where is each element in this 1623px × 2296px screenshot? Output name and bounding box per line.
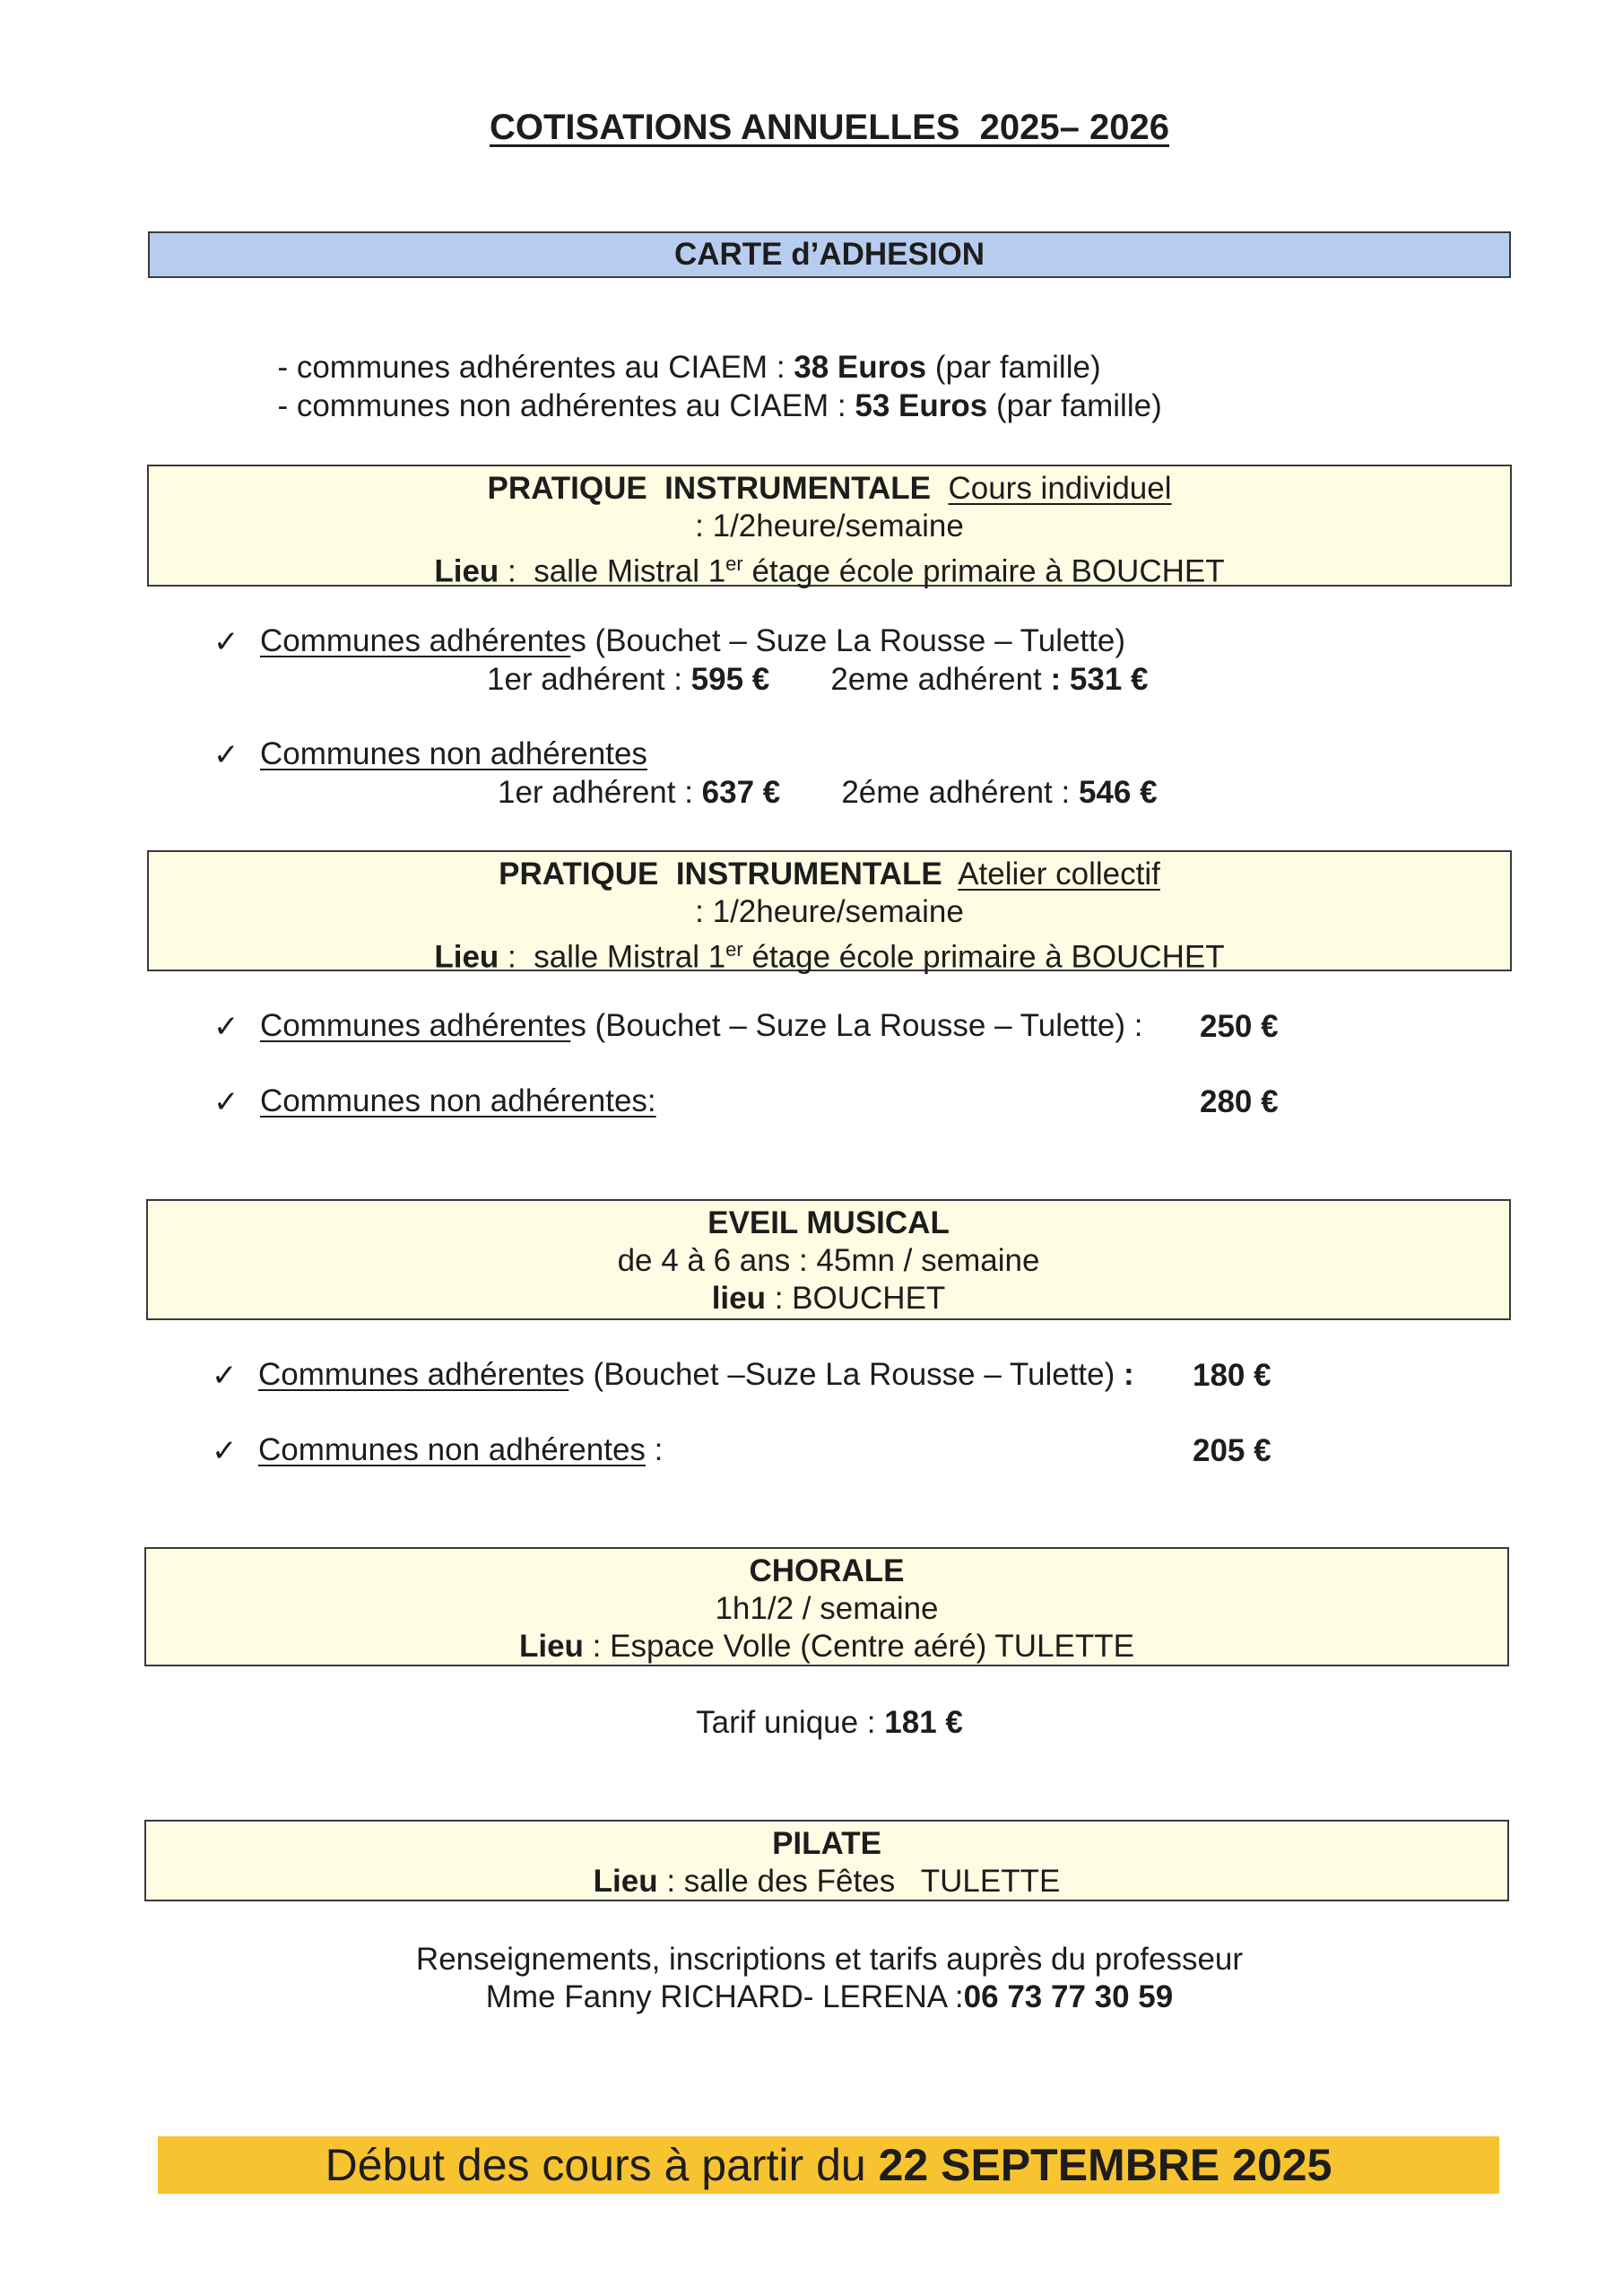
checkmark-icon: ✓ xyxy=(213,737,239,773)
section-lieu: Lieu : salle Mistral 1er étage école primaire à BOUCHET xyxy=(434,938,1225,975)
collectif-non-adherentes-price: 280 € xyxy=(1200,1084,1279,1119)
section-heading: PILATE xyxy=(772,1826,881,1861)
section-atelier-collectif xyxy=(147,850,1512,975)
carte-adhesion-header xyxy=(148,231,1511,278)
section-heading: PRATIQUE INSTRUMENTALE Atelier collectif xyxy=(499,857,1160,891)
section-heading: EVEIL MUSICAL xyxy=(707,1205,950,1240)
collectif-non-adherentes-label: Communes non adhérentes: xyxy=(260,1083,656,1118)
contact-professor: Mme Fanny RICHARD- LERENA :06 73 77 30 59 xyxy=(485,1979,1174,2014)
eveil-adherentes-label: Communes adhérentes (Bouchet –Suze La Rousse – Tulette) : xyxy=(258,1357,1134,1392)
checkmark-icon: ✓ xyxy=(213,1009,239,1045)
carte-line-non-adherentes: - communes non adhérentes au CIAEM : 53 Euros (par famille) xyxy=(277,388,1162,423)
section-pilate xyxy=(144,1820,1509,1901)
section-lieu: Lieu : salle Mistral 1er étage école primaire à BOUCHET xyxy=(434,552,1225,589)
individuel-adherentes-label: Communes adhérentes (Bouchet – Suze La Rousse – Tulette) xyxy=(260,623,1125,658)
section-eveil-musical xyxy=(146,1199,1511,1320)
carte-adhesion-heading: CARTE d’ADHESION xyxy=(673,237,985,272)
checkmark-icon: ✓ xyxy=(212,1358,238,1394)
individuel-adherentes-prices: 1er adhérent : 595 € 2eme adhérent : 531 € xyxy=(487,662,1149,697)
section-cours-individuel xyxy=(147,465,1512,587)
checkmark-icon: ✓ xyxy=(213,624,239,660)
section-lieu: Lieu : Espace Volle (Centre aéré) TULETTE xyxy=(518,1629,1134,1664)
contact-info: Renseignements, inscriptions et tarifs auprès du professeur xyxy=(415,1942,1244,1977)
start-date-banner: Début des cours à partir du 22 SEPTEMBRE 2025 xyxy=(158,2136,1499,2194)
chorale-tarif: Tarif unique : 181 € xyxy=(696,1705,963,1740)
section-duration: : 1/2heure/semaine xyxy=(695,509,964,544)
section-duration: 1h1/2 / semaine xyxy=(715,1591,939,1626)
eveil-non-adherentes-label: Communes non adhérentes : xyxy=(258,1432,664,1467)
checkmark-icon: ✓ xyxy=(212,1433,238,1469)
section-duration: : 1/2heure/semaine xyxy=(695,894,964,929)
individuel-non-adherentes-prices: 1er adhérent : 637 € 2éme adhérent : 546 € xyxy=(498,775,1158,810)
eveil-non-adherentes-price: 205 € xyxy=(1193,1433,1271,1468)
section-age: de 4 à 6 ans : 45mn / semaine xyxy=(617,1243,1040,1278)
section-heading: CHORALE xyxy=(749,1553,905,1588)
section-lieu: Lieu : salle des Fêtes TULETTE xyxy=(593,1864,1061,1899)
checkmark-icon: ✓ xyxy=(213,1084,239,1120)
eveil-adherentes-price: 180 € xyxy=(1193,1358,1271,1393)
individuel-non-adherentes-label: Communes non adhérentes xyxy=(260,736,647,771)
carte-line-adherentes: - communes adhérentes au CIAEM : 38 Euros (par famille) xyxy=(277,350,1101,385)
section-lieu: lieu : BOUCHET xyxy=(711,1281,946,1316)
section-heading: PRATIQUE INSTRUMENTALE Cours individuel xyxy=(487,471,1172,506)
section-chorale xyxy=(144,1547,1509,1666)
collectif-adherentes-price: 250 € xyxy=(1200,1009,1279,1044)
collectif-adherentes-label: Communes adhérentes (Bouchet – Suze La Rousse – Tulette) : xyxy=(260,1008,1152,1043)
page-title: COTISATIONS ANNUELLES 2025– 2026 xyxy=(489,108,1169,147)
phone-number: 06 73 77 30 59 xyxy=(963,1979,1174,2014)
